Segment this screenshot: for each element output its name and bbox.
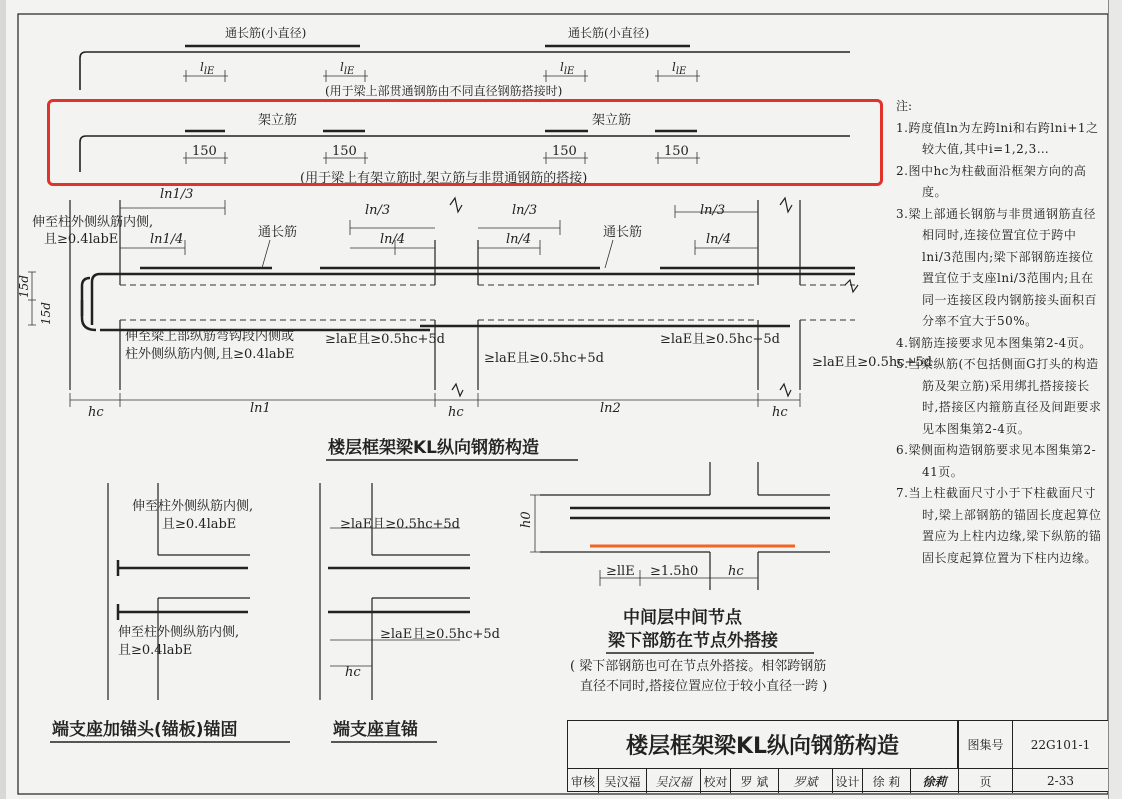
title-block-title: 楼层框架梁KL纵向钢筋构造 (568, 721, 958, 769)
lap-diagram-erection-bar (80, 112, 850, 186)
note-item: 2.图中hc为柱截面沿框架方向的高度。 (896, 163, 1087, 199)
d1-text-top-2: 且≥0.4labE (162, 517, 237, 532)
note-item: 7.当上柱截面尺寸小于下柱截面尺寸时,梁上部钢筋的锚固长度起算位置应为上柱内边缘,梁下纵筋的锚固长度起算位置为下柱内边缘。 (896, 486, 1102, 565)
lap-150-3: 150 (552, 144, 577, 159)
right-margin-strip (1108, 0, 1122, 799)
designer-signature: 徐莉 (910, 769, 958, 793)
d1-text-top-1: 伸至柱外侧纵筋内侧, (132, 499, 254, 514)
lap-le-1: $l_{lE}$ (200, 60, 215, 77)
check-label: 校对 (700, 769, 730, 793)
anchor-text-2: ≥laE且≥0.5hc+5d (484, 351, 604, 366)
detail-3-title-2: 梁下部筋在节点外搭接 (608, 631, 778, 651)
lap-le-4: $l_{lE}$ (672, 60, 687, 77)
d3-h0: h0 (519, 511, 534, 528)
note-item: 3.梁上部通长钢筋与非贯通钢筋直径相同时,连接位置宜位于跨中lni/3范围内;梁下部钢筋连接位置宜位于支座lni/3范围内;且在同一连接区段内钢筋接头面积百分率不宜大于50%。 (896, 206, 1098, 328)
note-item: 5.当梁纵筋(不包括侧面G打头的构造筋及架立筋)采用绑扎搭接接长时,搭接区内箍筋直径及间距要求见本图集第2-4页。 (896, 357, 1102, 436)
lap-150-2: 150 (332, 144, 357, 159)
d1-text-bot-2: 且≥0.4labE (118, 643, 193, 658)
caption-small-diameter: (用于梁上部贯通钢筋由不同直径钢筋搭接时) (325, 84, 563, 98)
notes-label: 注: (896, 99, 913, 113)
d3-dim-l: ≥llE (606, 564, 635, 579)
detail-3-title-1: 中间层中间节点 (623, 608, 742, 628)
d2-anchor-bot: ≥laE且≥0.5hc+5d (380, 627, 500, 642)
label-erection-left: 架立筋 (258, 113, 298, 128)
dim-ln-4-a: ln/4 (380, 232, 406, 247)
designer-name: 徐 莉 (862, 769, 910, 793)
lap-150-1: 150 (192, 144, 217, 159)
dim-15d-top: 15d (17, 275, 31, 298)
d1-text-bot-1: 伸至柱外侧纵筋内侧, (118, 625, 240, 640)
detail-2-title: 端支座直锚 (333, 720, 418, 740)
design-label: 设计 (832, 769, 862, 793)
col-ext-text-2: 且≥0.4labE (44, 232, 119, 247)
review-label: 审核 (570, 774, 595, 789)
dim-ln-3-a: ln/3 (365, 203, 391, 218)
atlas-number: 22G101-1 (1012, 721, 1108, 769)
anchor-text-3: ≥laE且≥0.5hc+5d (660, 332, 780, 347)
checker-signature: 罗斌 (778, 769, 832, 793)
d2-anchor-top: ≥laE且≥0.5hc+5d (340, 517, 460, 532)
page-number: 2-33 (1012, 769, 1108, 793)
dim-ln2: ln2 (600, 401, 621, 416)
lap-150-4: 150 (664, 144, 689, 159)
page-label: 页 (958, 769, 1012, 793)
detail-3-note-1: ( 梁下部钢筋也可在节点外搭接。相邻跨钢筋 (570, 659, 827, 674)
caption-erection-bar: (用于梁上有架立筋时,架立筋与非贯通钢筋的搭接) (300, 171, 588, 186)
note-item: 6.梁侧面构造钢筋要求见本图集第2-41页。 (896, 443, 1097, 479)
dim-15d-bot: 15d (39, 302, 53, 325)
dim-ln1: ln1 (250, 401, 271, 416)
dim-ln1-4: ln1/4 (150, 232, 184, 247)
d3-dim-h: ≥1.5h0 (650, 564, 699, 579)
label-through-small-left: 通长筋(小直径) (225, 26, 307, 40)
label-through-bar-right: 通长筋 (603, 225, 643, 240)
atlas-label: 图集号 (958, 721, 1012, 769)
note-item: 4.钢筋连接要求见本图集第2-4页。 (896, 335, 1092, 350)
label-through-bar-left: 通长筋 (258, 225, 298, 240)
detail-3-note-2: 直径不同时,搭接位置应位于较小直径一跨 ) (580, 679, 828, 694)
d2-hc: hc (345, 665, 361, 680)
lap-le-2: $l_{lE}$ (340, 60, 355, 77)
detail-anchor-head (50, 483, 290, 742)
dim-ln-3-b: ln/3 (512, 203, 538, 218)
lap-le-3: $l_{lE}$ (560, 60, 575, 77)
reviewer-name: 吴汉福 (598, 769, 646, 793)
dim-hc-3: hc (772, 405, 788, 420)
col-ext-text-1: 伸至柱外侧纵筋内侧, (32, 215, 154, 230)
detail-mid-node-lap (519, 462, 830, 694)
dim-ln-4-c: ln/4 (706, 232, 732, 247)
note-item: 1.跨度值ln为左跨lni和右跨lni+1之较大值,其中i=1,2,3… (896, 120, 1099, 156)
main-kl-diagram (17, 187, 932, 460)
anchor-text-4: ≥laE且≥0.5hc+5d (812, 355, 932, 370)
reviewer-signature: 吴汉福 (646, 769, 700, 793)
d3-hc: hc (728, 564, 744, 579)
detail-1-title: 端支座加锚头(锚板)锚固 (52, 720, 238, 740)
hook-text-2: 柱外侧纵筋内侧,且≥0.4labE (125, 347, 295, 362)
notes-column (896, 96, 1102, 569)
anchor-text-1: ≥laE且≥0.5hc+5d (325, 332, 445, 347)
main-diagram-title: 楼层框架梁KL纵向钢筋构造 (328, 438, 540, 458)
title-block (567, 720, 1109, 792)
lap-diagram-small-diameter (80, 25, 850, 98)
label-erection-right: 架立筋 (592, 113, 632, 128)
dim-ln1-3: ln1/3 (160, 187, 194, 202)
label-through-small-right: 通长筋(小直径) (568, 26, 650, 40)
dim-ln-4-b: ln/4 (506, 232, 532, 247)
dim-hc-2: hc (448, 405, 464, 420)
detail-straight-anchor (320, 483, 500, 742)
dim-hc-1: hc (88, 405, 104, 420)
checker-name: 罗 斌 (730, 769, 778, 793)
hook-text-1: 伸至梁上部纵筋弯钩段内侧或 (125, 329, 295, 344)
dim-ln-3-c: ln/3 (700, 203, 726, 218)
